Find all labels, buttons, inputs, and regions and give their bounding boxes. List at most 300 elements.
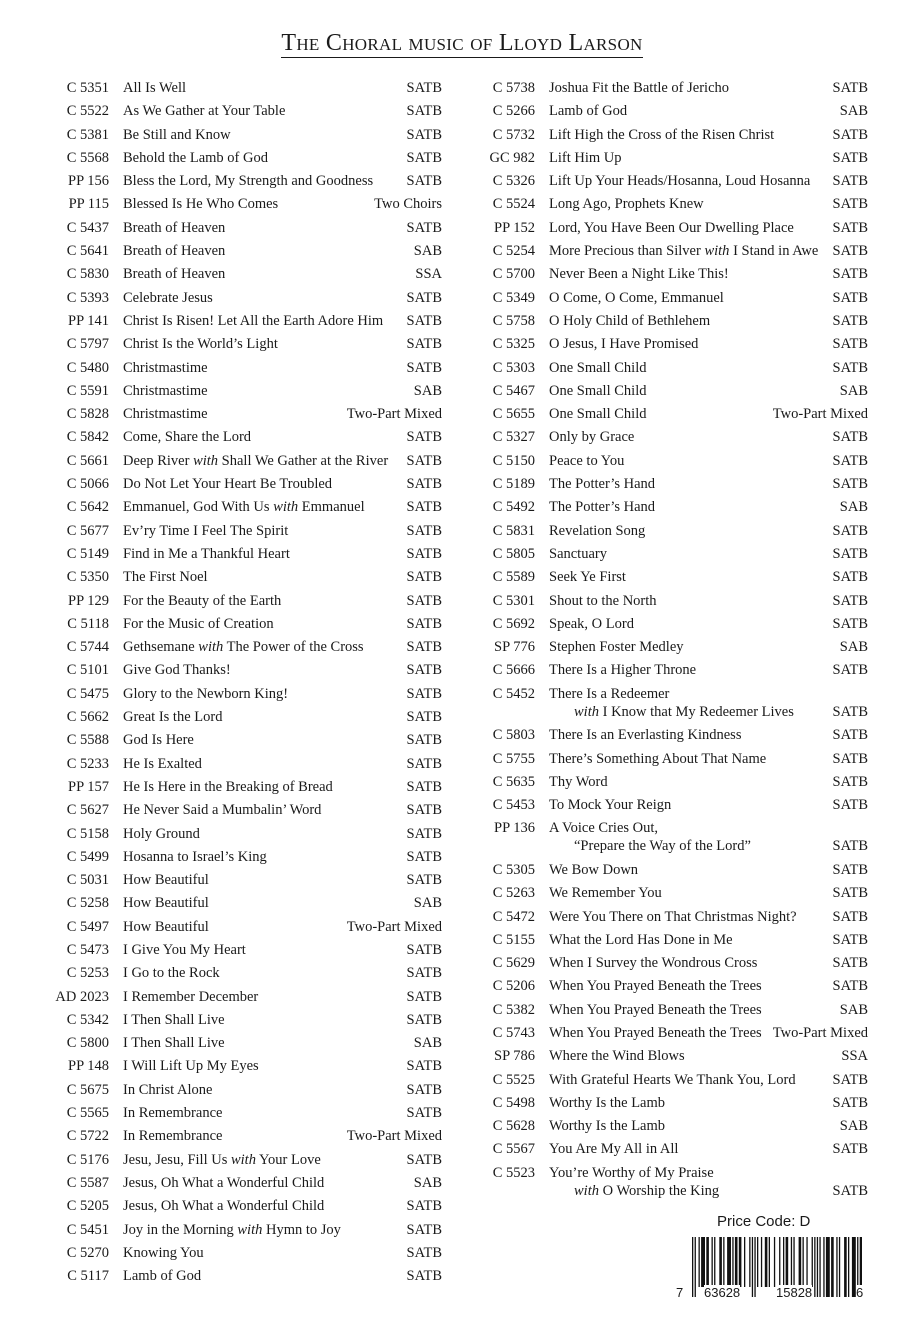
song-title: Joshua Fit the Battle of Jericho — [549, 80, 730, 96]
catalog-number: C 5675 — [66, 1081, 109, 1098]
catalog-entry — [476, 725, 868, 748]
catalog-entry — [50, 1266, 442, 1289]
catalog-number: C 5350 — [66, 569, 109, 586]
song-title: To Mock Your Reign — [549, 797, 672, 814]
catalog-number: C 5587 — [66, 1174, 109, 1191]
catalog-number: C 5382 — [492, 1001, 535, 1018]
catalog-number: C 5176 — [66, 1151, 109, 1168]
catalog-entry — [476, 521, 868, 544]
catalog-entry — [476, 614, 868, 637]
catalog-entry — [476, 1116, 868, 1139]
catalog-number: C 5301 — [492, 592, 535, 609]
voicing: SAB — [839, 1118, 868, 1135]
voicing: SATB — [406, 522, 442, 539]
voicing: SSA — [841, 1048, 868, 1065]
song-title: Worthy Is the Lamb — [549, 1118, 666, 1135]
barcode-digit-first: 7 — [676, 1285, 684, 1300]
catalog-number: C 5629 — [492, 955, 535, 972]
song-title: Come, Share the Lord — [123, 429, 252, 446]
song-title: Never Been a Night Like This! — [549, 266, 729, 283]
barcode-bar — [793, 1237, 794, 1287]
voicing: SATB — [406, 825, 442, 842]
song-title: O Jesus, I Have Promised — [549, 336, 699, 353]
catalog-number: C 5263 — [492, 885, 535, 902]
song-title: There’s Something About That Name — [549, 750, 767, 767]
voicing: SATB — [832, 312, 868, 329]
catalog-number: C 5381 — [66, 126, 109, 143]
catalog-number: C 5473 — [66, 941, 109, 958]
song-title: When You Prayed Beneath the Trees — [549, 1001, 762, 1018]
song-title: Lord, You Have Been Our Dwelling Place — [549, 219, 794, 236]
voicing: SATB — [832, 931, 868, 948]
catalog-number: C 5831 — [492, 522, 535, 539]
song-title: He Is Exalted — [123, 755, 202, 772]
song-title: Revelation Song — [549, 522, 646, 539]
song-title: O Holy Child of Bethlehem — [549, 312, 711, 329]
song-title: I Go to the Rock — [123, 965, 220, 982]
catalog-entry — [50, 1243, 442, 1266]
catalog-entry — [50, 684, 442, 707]
voicing: SATB — [832, 615, 868, 632]
voicing: SATB — [406, 1221, 442, 1238]
barcode-bar — [806, 1237, 807, 1287]
song-title: Behold the Lamb of God — [123, 149, 268, 166]
catalog-number: C 5567 — [492, 1141, 535, 1158]
catalog-entry — [50, 777, 442, 800]
barcode-bar — [779, 1237, 780, 1287]
catalog-entry — [50, 288, 442, 311]
song-title: You’re Worthy of My Praise — [549, 1164, 714, 1181]
voicing: SATB — [406, 685, 442, 702]
voicing: SATB — [406, 173, 442, 190]
song-title: Lift Him Up — [549, 149, 622, 166]
song-title: There Is a Higher Throne — [549, 662, 697, 679]
song-title: I Then Shall Live — [123, 1035, 225, 1052]
catalog-entry — [476, 1046, 868, 1069]
song-title-line-2: with O Worship the King — [574, 1182, 720, 1199]
song-title: Jesus, Oh What a Wonderful Child — [123, 1174, 325, 1191]
catalog-number: C 5149 — [66, 545, 109, 562]
catalog-number: C 5205 — [66, 1198, 109, 1215]
catalog-entry — [476, 427, 868, 450]
catalog-entry — [50, 1126, 442, 1149]
barcode-bar — [783, 1237, 784, 1287]
voicing: SAB — [413, 1035, 442, 1052]
catalog-number: C 5270 — [66, 1244, 109, 1261]
song-title: With Grateful Hearts We Thank You, Lord — [549, 1071, 796, 1088]
song-title: Were You There on That Christmas Night? — [549, 908, 797, 925]
voicing: SATB — [832, 219, 868, 236]
voicing: SATB — [832, 662, 868, 679]
catalog-number: C 5327 — [492, 429, 535, 446]
catalog-entry — [50, 567, 442, 590]
catalog-number: C 5189 — [492, 476, 535, 493]
catalog-number: C 5565 — [66, 1105, 109, 1122]
catalog-entry — [476, 194, 868, 217]
catalog-entry — [50, 917, 442, 940]
voicing: SATB — [406, 755, 442, 772]
catalog-entry — [50, 241, 442, 264]
catalog-entry — [476, 544, 868, 567]
catalog-entry — [50, 78, 442, 101]
catalog-number: GC 982 — [489, 149, 535, 166]
song-title: Gethsemane with The Power of the Cross — [123, 639, 364, 656]
catalog-entry — [476, 883, 868, 906]
song-title: Christmastime — [123, 406, 208, 423]
song-title: As We Gather at Your Table — [123, 103, 286, 120]
catalog-entry — [50, 660, 442, 683]
barcode-digit-last: 6 — [856, 1285, 864, 1300]
catalog-entry — [50, 381, 442, 404]
voicing: Two-Part Mixed — [772, 1024, 868, 1041]
catalog-number: C 5591 — [66, 382, 109, 399]
catalog-number: C 5452 — [492, 685, 535, 702]
catalog-entry — [50, 544, 442, 567]
voicing: SATB — [832, 955, 868, 972]
voicing: SATB — [406, 103, 442, 120]
song-title: He Never Said a Mumbalin’ Word — [123, 802, 322, 819]
catalog-number: C 5498 — [492, 1094, 535, 1111]
catalog-number: C 5150 — [492, 452, 535, 469]
catalog-number: C 5628 — [492, 1118, 535, 1135]
song-title: Great Is the Lord — [123, 709, 223, 726]
catalog-entry — [50, 800, 442, 823]
catalog-entry — [476, 148, 868, 171]
voicing: SATB — [832, 243, 868, 260]
voicing: SATB — [832, 196, 868, 213]
catalog-number: C 5525 — [492, 1071, 535, 1088]
voicing: SATB — [406, 732, 442, 749]
song-title: Worthy Is the Lamb — [549, 1094, 666, 1111]
song-title: Do Not Let Your Heart Be Troubled — [123, 476, 333, 493]
catalog-number: C 5744 — [66, 639, 109, 656]
catalog-entry — [476, 264, 868, 287]
barcode-bar — [714, 1237, 715, 1287]
catalog-number: C 5700 — [492, 266, 535, 283]
voicing: SATB — [832, 429, 868, 446]
barcode-bar — [727, 1237, 731, 1287]
voicing: SATB — [406, 1011, 442, 1028]
song-title: One Small Child — [549, 406, 647, 423]
song-title: The Potter’s Hand — [549, 476, 656, 493]
song-title: Knowing You — [123, 1244, 204, 1261]
barcode-bar — [701, 1237, 705, 1287]
song-title: In Remembrance — [123, 1128, 223, 1145]
catalog-entry — [476, 930, 868, 953]
voicing: SATB — [832, 838, 868, 855]
barcode-bar — [706, 1237, 709, 1287]
catalog-number: C 5662 — [66, 709, 109, 726]
catalog-entry — [50, 870, 442, 893]
catalog-number: C 5568 — [66, 149, 109, 166]
catalog-entry — [50, 1220, 442, 1243]
song-title: Lamb of God — [123, 1268, 202, 1285]
song-title: Emmanuel, God With Us with Emmanuel — [123, 499, 365, 516]
voicing: SAB — [839, 382, 868, 399]
voicing: SATB — [832, 173, 868, 190]
song-title: I Then Shall Live — [123, 1011, 225, 1028]
barcode-group-2: 15828 — [776, 1285, 813, 1300]
voicing: SATB — [406, 126, 442, 143]
song-title: Ev’ry Time I Feel The Spirit — [123, 522, 289, 539]
voicing: SATB — [406, 662, 442, 679]
song-title: For the Music of Creation — [123, 615, 274, 632]
song-title: We Bow Down — [549, 861, 639, 878]
catalog-number: C 5635 — [492, 773, 535, 790]
voicing: SATB — [832, 1141, 868, 1158]
catalog-entry — [50, 474, 442, 497]
catalog-number: C 5803 — [492, 727, 535, 744]
catalog-number: AD 2023 — [55, 988, 109, 1005]
catalog-number: C 5258 — [66, 895, 109, 912]
song-title-line-2: “Prepare the Way of the Lord” — [574, 838, 751, 855]
voicing: SATB — [406, 289, 442, 306]
voicing: SATB — [832, 126, 868, 143]
barcode-bar — [723, 1237, 724, 1287]
voicing: SATB — [832, 476, 868, 493]
voicing: SATB — [406, 639, 442, 656]
barcode-bar — [791, 1237, 792, 1287]
song-title: How Beautiful — [123, 872, 209, 889]
catalog-entry — [476, 218, 868, 241]
song-title: Bless the Lord, My Strength and Goodness — [123, 173, 374, 190]
song-title: Sanctuary — [549, 545, 607, 562]
song-title: Blessed Is He Who Comes — [123, 196, 279, 213]
barcode — [676, 1237, 864, 1307]
catalog-number: C 5732 — [492, 126, 535, 143]
song-title: One Small Child — [549, 359, 647, 376]
catalog-entry — [476, 637, 868, 660]
catalog-number: C 5254 — [492, 243, 535, 260]
song-title: What the Lord Has Done in Me — [549, 931, 733, 948]
voicing: SATB — [832, 773, 868, 790]
voicing: Two-Part Mixed — [346, 918, 442, 935]
catalog-entry — [50, 614, 442, 637]
catalog-entry — [50, 521, 442, 544]
voicing: SATB — [406, 709, 442, 726]
catalog-number: C 5800 — [66, 1035, 109, 1052]
catalog-number: C 5453 — [492, 797, 535, 814]
voicing: SATB — [832, 727, 868, 744]
barcode-bar — [786, 1237, 789, 1287]
catalog-number: C 5066 — [66, 476, 109, 493]
catalog-entry — [476, 404, 868, 427]
song-title: Breath of Heaven — [123, 266, 226, 283]
barcode-bar — [739, 1237, 742, 1287]
song-title: When I Survey the Wondrous Cross — [549, 955, 758, 972]
song-title: Peace to You — [549, 452, 625, 469]
catalog-entry — [476, 976, 868, 999]
voicing: SATB — [832, 266, 868, 283]
catalog-number: C 5805 — [492, 545, 535, 562]
catalog-number: C 5499 — [66, 848, 109, 865]
catalog-number: SP 776 — [494, 639, 535, 656]
voicing: SATB — [406, 80, 442, 96]
catalog-entry — [476, 818, 868, 860]
catalog-number: C 5031 — [66, 872, 109, 889]
song-title: For the Beauty of the Earth — [123, 592, 282, 609]
catalog-number: C 5117 — [67, 1268, 109, 1285]
catalog-number: C 5326 — [492, 173, 535, 190]
catalog-number: C 5743 — [492, 1024, 535, 1041]
song-title: Christ Is Risen! Let All the Earth Adore Him — [123, 312, 384, 329]
catalog-entry — [476, 749, 868, 772]
catalog-entry — [476, 1070, 868, 1093]
voicing: SATB — [406, 312, 442, 329]
barcode-bar — [774, 1237, 775, 1287]
catalog-entry — [476, 474, 868, 497]
catalog-entry — [50, 194, 442, 217]
song-title: Give God Thanks! — [123, 662, 231, 679]
catalog-number: C 5467 — [492, 382, 535, 399]
catalog-number: C 5522 — [66, 103, 109, 120]
catalog-number: C 5305 — [492, 861, 535, 878]
catalog-number: C 5661 — [66, 452, 109, 469]
catalog-number: C 5828 — [66, 406, 109, 423]
catalog-entry — [50, 427, 442, 450]
catalog-entry — [50, 497, 442, 520]
catalog-number: C 5497 — [66, 918, 109, 935]
voicing: SATB — [406, 941, 442, 958]
song-title: When You Prayed Beneath the Trees — [549, 1024, 762, 1041]
catalog-entry — [476, 591, 868, 614]
song-title: He Is Here in the Breaking of Bread — [123, 778, 333, 795]
catalog-entry — [476, 101, 868, 124]
barcode-bar — [765, 1237, 768, 1287]
voicing: SATB — [832, 797, 868, 814]
catalog-number: C 5523 — [492, 1164, 535, 1181]
voicing: SATB — [832, 545, 868, 562]
voicing: Two-Part Mixed — [346, 1128, 442, 1145]
barcode-bar — [719, 1237, 722, 1287]
catalog-entry — [50, 1173, 442, 1196]
song-title: Christmastime — [123, 382, 208, 399]
voicing: SATB — [406, 359, 442, 376]
barcode-bar — [732, 1237, 733, 1287]
catalog-number: C 5755 — [492, 750, 535, 767]
voicing: SATB — [832, 1182, 868, 1199]
voicing: SATB — [406, 965, 442, 982]
catalog-entry — [50, 1150, 442, 1173]
voicing: Two-Part Mixed — [772, 406, 868, 423]
voicing: SATB — [406, 615, 442, 632]
song-title: How Beautiful — [123, 895, 209, 912]
voicing: SATB — [832, 861, 868, 878]
song-title: I Will Lift Up My Eyes — [123, 1058, 259, 1075]
catalog-entry — [476, 241, 868, 264]
song-title: Shout to the North — [549, 592, 657, 609]
catalog-number: PP 129 — [68, 592, 109, 609]
catalog-number: C 5589 — [492, 569, 535, 586]
catalog-number: C 5233 — [66, 755, 109, 772]
catalog-number: C 5349 — [492, 289, 535, 306]
song-title: There Is a Redeemer — [549, 685, 670, 702]
song-title: Thy Word — [549, 773, 608, 790]
catalog-entry — [476, 567, 868, 590]
catalog-number: C 5266 — [492, 103, 535, 120]
song-title: Celebrate Jesus — [123, 289, 213, 306]
catalog-number: C 5692 — [492, 615, 535, 632]
catalog-entry — [476, 358, 868, 381]
voicing: SATB — [832, 908, 868, 925]
voicing: Two Choirs — [374, 196, 442, 213]
voicing: SAB — [839, 499, 868, 516]
voicing: SAB — [413, 243, 442, 260]
catalog-entry — [476, 497, 868, 520]
catalog-entry — [50, 1196, 442, 1219]
catalog-entry — [476, 78, 868, 101]
voicing: SATB — [406, 872, 442, 889]
voicing: SATB — [406, 802, 442, 819]
song-title: Lift High the Cross of the Risen Christ — [549, 126, 775, 143]
song-title: Speak, O Lord — [549, 615, 634, 632]
catalog-entry — [50, 963, 442, 986]
catalog-entry — [50, 334, 442, 357]
song-title: Seek Ye First — [549, 569, 626, 586]
voicing: SAB — [413, 895, 442, 912]
catalog-number: PP 157 — [68, 778, 109, 795]
catalog-number: C 5393 — [66, 289, 109, 306]
voicing: SATB — [406, 569, 442, 586]
catalog-entry — [50, 847, 442, 870]
song-title: Find in Me a Thankful Heart — [123, 545, 290, 562]
song-title: We Remember You — [549, 885, 662, 902]
song-title: All Is Well — [123, 80, 187, 96]
song-title: How Beautiful — [123, 918, 209, 935]
song-title: O Come, O Come, Emmanuel — [549, 289, 724, 306]
voicing: SATB — [832, 452, 868, 469]
song-title: Joy in the Morning with Hymn to Joy — [123, 1221, 341, 1238]
catalog-number: C 5206 — [492, 978, 535, 995]
voicing: SATB — [406, 1268, 442, 1285]
barcode-group-1: 63628 — [704, 1285, 741, 1300]
catalog-number: PP 136 — [494, 820, 535, 837]
catalog-entry — [50, 1033, 442, 1056]
voicing: SATB — [406, 545, 442, 562]
song-title: Jesu, Jesu, Fill Us with Your Love — [123, 1151, 321, 1168]
voicing: SATB — [832, 522, 868, 539]
song-title: Glory to the Newborn King! — [123, 685, 289, 702]
catalog-entry — [50, 591, 442, 614]
song-title: You Are My All in All — [549, 1141, 679, 1158]
voicing: SAB — [839, 639, 868, 656]
catalog-entry — [476, 288, 868, 311]
voicing: SAB — [839, 103, 868, 120]
voicing: SATB — [832, 289, 868, 306]
catalog-entry — [50, 754, 442, 777]
song-title: Long Ago, Prophets Knew — [549, 196, 704, 213]
catalog-entry — [476, 381, 868, 404]
voicing: SATB — [406, 336, 442, 353]
catalog-entry — [476, 311, 868, 334]
voicing: SAB — [413, 1174, 442, 1191]
song-title: God Is Here — [123, 732, 194, 749]
catalog-entry — [476, 795, 868, 818]
song-title: Deep River with Shall We Gather at the River — [123, 452, 389, 469]
page-title: The Choral music of Lloyd Larson — [281, 30, 643, 56]
song-title: Christ Is the World’s Light — [123, 336, 278, 353]
song-title: Lamb of God — [549, 103, 628, 120]
song-title: A Voice Cries Out, — [549, 820, 659, 837]
voicing: SATB — [406, 1058, 442, 1075]
catalog-number: C 5451 — [66, 1221, 109, 1238]
catalog-column-right — [476, 78, 868, 1204]
catalog-entry — [50, 1010, 442, 1033]
voicing: SATB — [832, 359, 868, 376]
voicing: SATB — [406, 1105, 442, 1122]
voicing: SATB — [406, 778, 442, 795]
catalog-number: C 5325 — [492, 336, 535, 353]
